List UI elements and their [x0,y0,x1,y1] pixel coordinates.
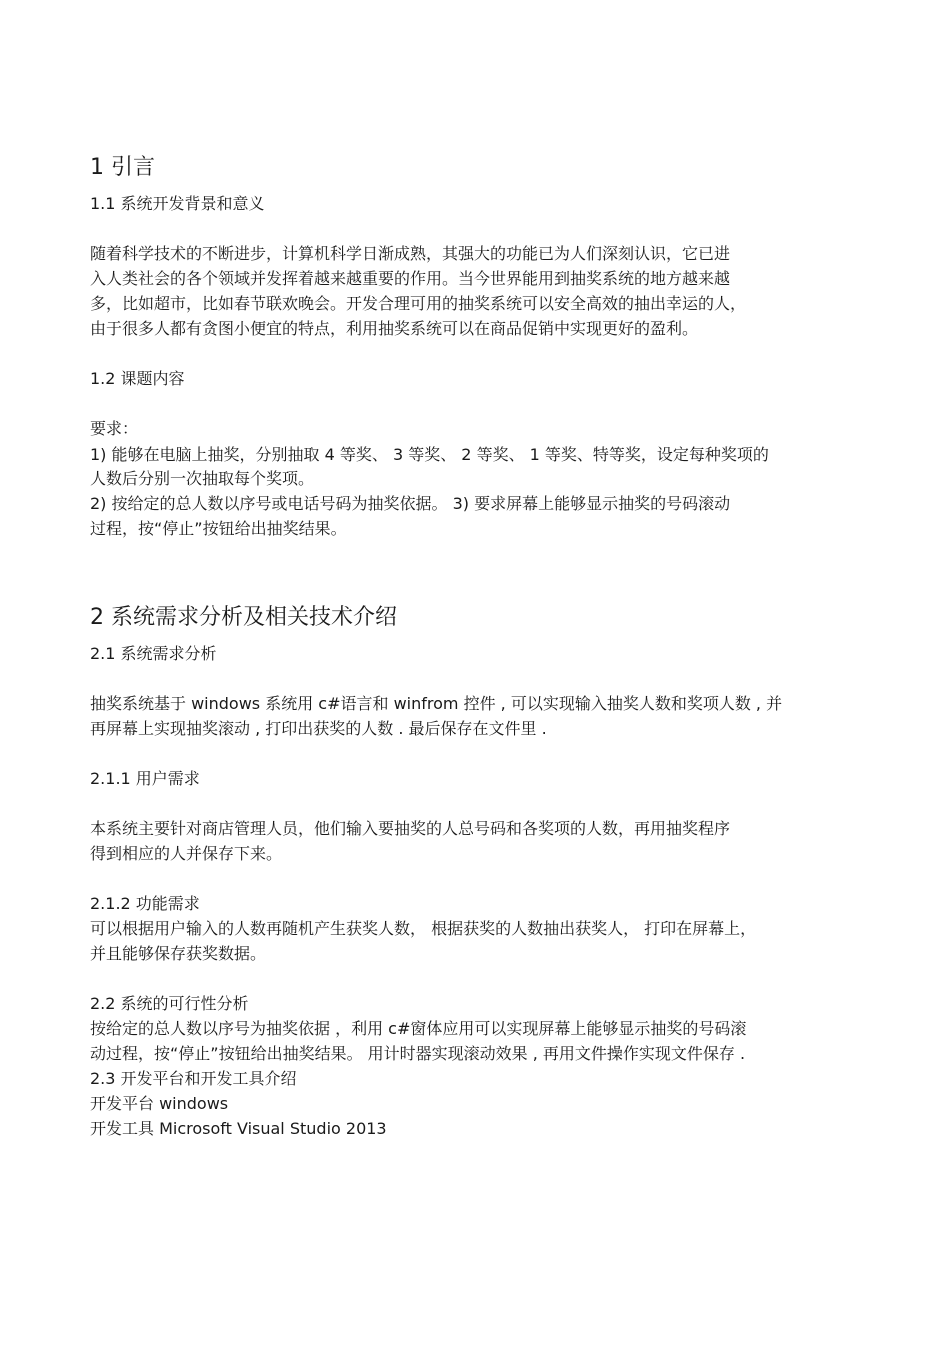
section-1-1-heading: 1.1 系统开发背景和意义 [90,194,265,213]
para-2-1-2-line-1: 可以根据用户输入的人数再随机产生获奖人数， 根据获奖的人数抽出获奖人， 打印在屏幕上， [90,919,757,938]
para-2-2-line-2: 动过程，按“停止”按钮给出抽奖结果。 用计时器实现滚动效果 , 再用文件操作实现文件保存 . [90,1044,746,1063]
platform-line: 开发平台 windows [90,1094,229,1113]
section-2-1-2-heading: 2.1.2 功能需求 [90,894,200,913]
para-2-2-line-1: 按给定的总人数以序号为抽奖依据 ，利用 c#窗体应用可以实现屏幕上能够显示抽奖的号码滚 [90,1019,747,1038]
requirements-label: 要求： [90,419,139,438]
requirement-line-4: 过程，按“停止”按钮给出抽奖结果。 [90,519,347,538]
section-2-1-1-heading: 2.1.1 用户需求 [90,769,200,788]
requirement-line-3: 2) 按给定的总人数以序号或电话号码为抽奖依据。 3) 要求屏幕上能够显示抽奖的号码滚动 [90,494,731,513]
para-2-1-line-1: 抽奖系统基于 windows 系统用 c#语言和 winfrom 控件 , 可以实现输入抽奖人数和奖项人数 , 并 [90,694,783,713]
section-2-2-heading: 2.2 系统的可行性分析 [90,994,249,1013]
para-1-1-line-2: 入人类社会的各个领域并发挥着越来越重要的作用。当今世界能用到抽奖系统的地方越来越 [90,269,731,288]
para-2-1-1-line-2: 得到相应的人并保存下来。 [90,844,283,863]
tool-line: 开发工具 Microsoft Visual Studio 2013 [90,1119,387,1138]
section-2-heading: 2 系统需求分析及相关技术介绍 [90,605,397,630]
section-1-2-heading: 1.2 课题内容 [90,369,185,388]
para-2-1-2-line-2: 并且能够保存获奖数据。 [90,944,267,963]
para-1-1-line-3: 多，比如超市，比如春节联欢晚会。开发合理可用的抽奖系统可以安全高效的抽出幸运的人， [90,294,747,313]
para-1-1-line-4: 由于很多人都有贪图小便宜的特点，利用抽奖系统可以在商品促销中实现更好的盈利。 [90,319,699,338]
section-2-3-heading: 2.3 开发平台和开发工具介绍 [90,1069,297,1088]
section-1-heading: 1 引言 [90,155,155,180]
section-2-1-heading: 2.1 系统需求分析 [90,644,217,663]
para-2-1-line-2: 再屏幕上实现抽奖滚动 , 打印出获奖的人数 . 最后保存在文件里 . [90,719,547,738]
requirement-line-1: 1) 能够在电脑上抽奖，分别抽取 4 等奖、 3 等奖、 2 等奖、 1 等奖、特等奖，设定每种奖项的 [90,445,769,464]
para-1-1-line-1: 随着科学技术的不断进步，计算机科学日渐成熟，其强大的功能已为人们深刻认识，它已进 [90,244,731,263]
para-2-1-1-line-1: 本系统主要针对商店管理人员，他们输入要抽奖的人总号码和各奖项的人数，再用抽奖程序 [90,819,731,838]
requirement-line-2: 人数后分别一次抽取每个奖项。 [90,469,315,488]
